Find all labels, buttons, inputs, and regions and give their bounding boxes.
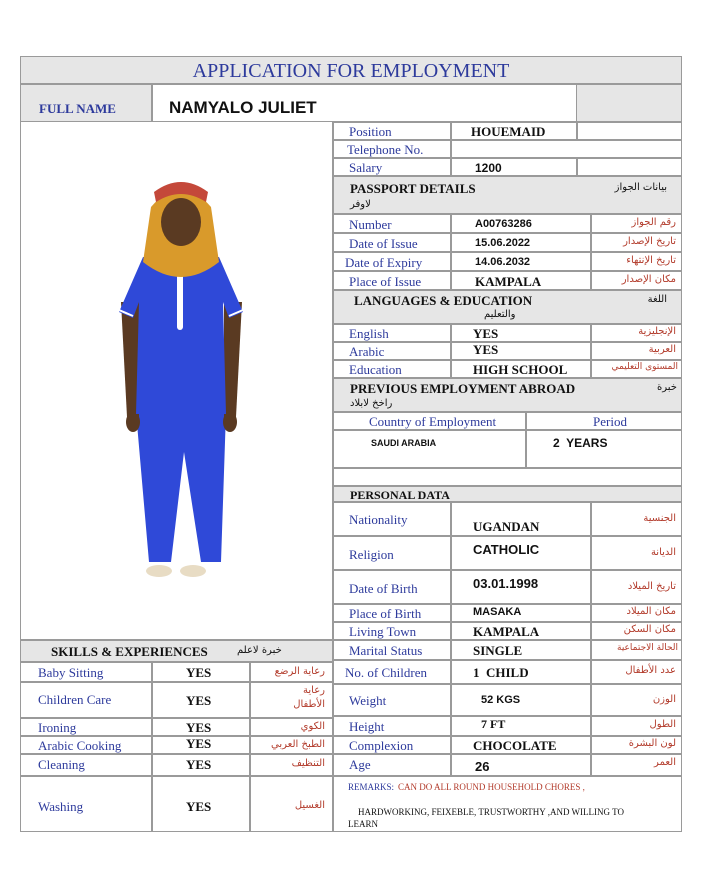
height-label: Height [349, 719, 385, 734]
english-value: YES [473, 326, 499, 341]
complexion-label: Complexion [349, 738, 414, 753]
title-bar [20, 56, 682, 84]
telephone-label: Telephone No. [347, 142, 424, 157]
height-ar: الطول [649, 719, 676, 730]
place-of-issue-ar: مكان الإصدار [621, 274, 676, 285]
skill-cleaning-ar: التنظيف [291, 758, 325, 769]
arabic-label: Arabic [349, 344, 385, 359]
spacer-row [333, 468, 682, 486]
skill-children-care-label: Children Care [38, 692, 112, 707]
previous-employment-header [333, 378, 682, 412]
children-value: 1 CHILD [473, 665, 529, 680]
living-town-label: Living Town [349, 624, 417, 639]
date-of-issue-value: 15.06.2022 [475, 237, 531, 249]
date-of-issue-label: Date of Issue [349, 236, 418, 251]
nationality-label: Nationality [349, 512, 408, 527]
arabic-ar: العربية [648, 344, 676, 355]
position-label: Position [349, 124, 392, 139]
passport-number-ar: رقم الجواز [631, 217, 676, 228]
languages-header-text: LANGUAGES & EDUCATION [354, 293, 533, 308]
height-value: 7 FT [481, 717, 506, 731]
passport-table [333, 214, 682, 290]
religion-ar: الديانة [650, 547, 676, 558]
personal-data-table [333, 502, 682, 776]
date-of-birth-label: Date of Birth [349, 581, 418, 596]
skill-baby-sitting-value: YES [186, 665, 212, 680]
weight-label: Weight [349, 693, 387, 708]
photo-frame [20, 122, 333, 640]
marital-status-ar: الحالة الاجتماعية [617, 643, 678, 653]
passport-number-value: A00763286 [475, 218, 532, 230]
arm-right [224, 302, 242, 417]
languages-header-ar-sub: والتعليم [484, 309, 516, 320]
skill-children-care-ar-2: الأطفال [293, 699, 325, 710]
full-name-label-cell [20, 84, 152, 122]
skills-header-text: SKILLS & EXPERIENCES [51, 644, 208, 659]
languages-header [333, 290, 682, 324]
job-section [333, 122, 682, 176]
remarks-label: REMARKS: [348, 782, 395, 792]
religion-label: Religion [349, 547, 394, 562]
place-of-birth-ar: مكان الميلاد [626, 606, 676, 617]
salary-label: Salary [349, 160, 383, 175]
country-col-header: Country of Employment [369, 414, 497, 429]
languages-table [333, 324, 682, 378]
skill-arabic-cooking-label: Arabic Cooking [38, 738, 122, 753]
weight-ar: الوزن [652, 694, 676, 705]
full-name-extra-cell [576, 84, 682, 122]
english-ar: الإنجليزية [638, 326, 676, 337]
remarks-cell [333, 776, 682, 832]
passport-header-ar-sub: لاوفر [350, 199, 371, 210]
skills-header-ar: خبرة لاعلم [237, 645, 282, 656]
age-label: Age [349, 757, 371, 772]
shoe-left [146, 565, 172, 577]
skill-children-care-ar: رعاية [303, 685, 325, 696]
nationality-ar: الجنسية [643, 513, 676, 524]
date-of-expiry-ar: تاريخ الإنتهاء [626, 255, 676, 266]
skill-children-care-value: YES [186, 693, 212, 708]
position-value: HOUEMAID [471, 124, 546, 139]
full-name-label: FULL NAME [39, 101, 116, 116]
previous-employment-header-text: PREVIOUS EMPLOYMENT ABROAD [350, 381, 576, 396]
weight-value: 52 KGS [481, 694, 521, 706]
children-ar: عدد الأطفال [625, 665, 676, 676]
place-of-issue-value: KAMPALA [475, 274, 542, 289]
age-ar: العمر [654, 757, 676, 768]
skill-arabic-cooking-value: YES [186, 736, 212, 751]
religion-value: CATHOLIC [473, 542, 540, 557]
trousers [136, 412, 226, 562]
age-value: 26 [475, 759, 490, 774]
living-town-value: KAMPALA [473, 624, 540, 639]
passport-number-label: Number [349, 217, 392, 232]
personal-data-header [333, 486, 682, 502]
arm-left [121, 302, 139, 417]
previous-employment-header-ar: خبرة [657, 382, 677, 393]
applicant-photo [21, 122, 332, 638]
education-ar: المستوى التعليمي [611, 362, 678, 372]
full-name-cell [152, 84, 576, 122]
period-value: 2 YEARS [553, 436, 608, 450]
skill-washing-ar: الغسيل [294, 800, 325, 811]
skill-ironing-label: Ironing [38, 720, 77, 735]
passport-header [333, 176, 682, 214]
marital-status-value: SINGLE [473, 643, 523, 658]
place-of-issue-label: Place of Issue [349, 274, 422, 289]
personal-data-header-text: PERSONAL DATA [350, 488, 450, 502]
place-of-birth-value: MASAKA [473, 606, 522, 618]
full-name-value: NAMYALO JULIET [169, 98, 317, 117]
skill-ironing-value: YES [186, 720, 212, 735]
page-title: APPLICATION FOR EMPLOYMENT [192, 60, 510, 82]
skill-cleaning-value: YES [186, 757, 212, 772]
skill-washing-label: Washing [38, 799, 84, 814]
date-of-birth-ar: تاريخ الميلاد [627, 581, 676, 592]
previous-employment-header-ar-sub: راخخ لابلاد [350, 398, 393, 409]
period-col-header: Period [593, 414, 627, 429]
passport-header-text: PASSPORT DETAILS [350, 181, 476, 196]
remarks-line-1: CAN DO ALL ROUND HOUSEHOLD CHORES , [398, 782, 585, 792]
skill-washing-value: YES [186, 799, 212, 814]
nationality-value: UGANDAN [473, 519, 540, 534]
arabic-value: YES [473, 342, 499, 357]
skill-baby-sitting-ar: رعاية الرضع [274, 666, 325, 677]
salary-value: 1200 [475, 161, 502, 175]
remarks-line-2: HARDWORKING, FEIXEBLE, TRUSTWORTHY ,AND WILLING TO [358, 807, 624, 817]
face [161, 198, 201, 246]
remarks-line-3: LEARN [348, 819, 378, 829]
country-value: SAUDI ARABIA [371, 438, 437, 448]
place-of-birth-label: Place of Birth [349, 606, 422, 621]
date-of-issue-ar: تاريخ الإصدار [623, 236, 676, 247]
education-label: Education [349, 362, 402, 377]
passport-header-ar: بيانات الجواز [614, 182, 667, 193]
complexion-value: CHOCOLATE [473, 738, 557, 753]
skills-table [20, 662, 333, 832]
languages-header-ar: اللغة [647, 294, 667, 305]
education-value: HIGH SCHOOL [473, 362, 568, 377]
complexion-ar: لون البشرة [628, 738, 676, 749]
living-town-ar: مكان السكن [623, 624, 676, 635]
skills-header [20, 640, 333, 662]
english-label: English [349, 326, 389, 341]
skill-ironing-ar: الكوي [300, 721, 325, 732]
skill-cleaning-label: Cleaning [38, 757, 85, 772]
children-label: No. of Children [345, 665, 427, 680]
skill-baby-sitting-label: Baby Sitting [38, 665, 104, 680]
date-of-expiry-label: Date of Expiry [345, 255, 423, 270]
shoe-right [180, 565, 206, 577]
placket [177, 272, 183, 330]
marital-status-label: Marital Status [349, 643, 423, 658]
date-of-birth-value: 03.01.1998 [473, 576, 539, 591]
date-of-expiry-value: 14.06.2032 [475, 256, 531, 268]
previous-employment-table [333, 412, 682, 468]
skill-arabic-cooking-ar: الطبخ العربي [271, 739, 325, 750]
